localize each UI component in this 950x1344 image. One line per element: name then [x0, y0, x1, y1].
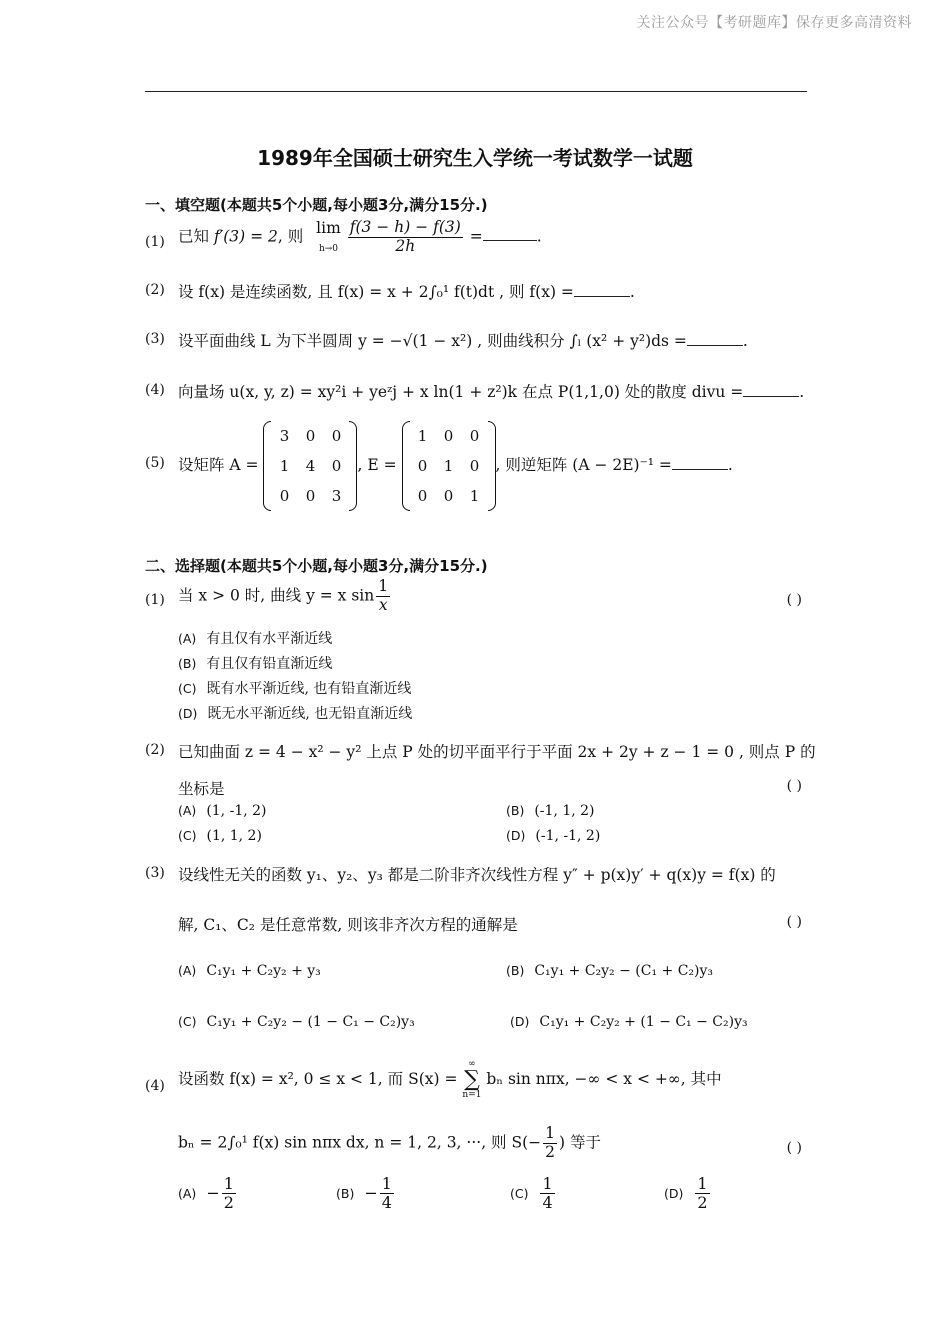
matrix-e-cell: 0 — [417, 487, 428, 505]
sum-operator — [462, 1060, 481, 1100]
frac-den: 4 — [381, 1193, 392, 1213]
answer-paren: ( ) — [786, 1140, 802, 1156]
frac-den: 4 — [542, 1193, 553, 1213]
q2-1-number: (1) — [145, 592, 165, 608]
matrix-a-cell: 3 — [331, 487, 342, 505]
frac-den: 2 — [223, 1193, 234, 1213]
watermark: 关注公众号【考研题库】保存更多高清资料 — [636, 15, 912, 31]
answer-blank — [687, 344, 743, 346]
q2-2-number: (2) — [145, 742, 165, 758]
q1-4-text — [178, 380, 804, 402]
q1-5-post: , 则逆矩阵 (A − 2E)⁻¹ = — [495, 456, 672, 474]
option-d — [510, 1014, 748, 1030]
q2-4-line1 — [178, 1060, 722, 1100]
frac-num: 1 — [545, 1124, 555, 1142]
q1-2-body: 设 f(x) 是连续函数, 且 f(x) = x + 2∫₀¹ f(t)dt , 则 f(x) = — [178, 283, 574, 301]
answer-paren: ( ) — [786, 914, 802, 930]
matrix-e — [402, 421, 496, 511]
sum-symbol: ∑ — [464, 1067, 480, 1092]
half-fraction — [543, 1125, 557, 1162]
q1-5-pre: 设矩阵 A = — [178, 456, 259, 474]
q1-1-eq: = — [469, 227, 483, 246]
q2-4-line1b: bₙ sin nπx, −∞ < x < +∞, 其中 — [486, 1070, 722, 1088]
option-a — [178, 803, 267, 819]
option-b — [506, 803, 595, 819]
option-label: (A) — [178, 963, 197, 978]
sum-bottom: n=1 — [462, 1090, 482, 1100]
q2-4-line2-body: bₙ = 2∫₀¹ f(x) sin nπx dx, n = 1, 2, 3, ···, 则 S(− — [178, 1133, 542, 1152]
option-sign: − — [206, 1183, 220, 1203]
option-label: (B) — [178, 656, 197, 671]
option-sign: − — [364, 1183, 378, 1203]
option-c — [178, 1014, 415, 1030]
option-fraction — [380, 1175, 394, 1213]
q2-4-number: (4) — [145, 1078, 165, 1094]
option-fraction — [695, 1175, 709, 1213]
q1-5-text — [178, 421, 733, 511]
option-label: (D) — [664, 1186, 684, 1202]
q2-1-text — [178, 578, 392, 615]
option-text: 有且仅有水平渐近线 — [206, 631, 333, 647]
lim-word: lim — [316, 219, 341, 238]
option-a — [178, 1175, 238, 1213]
q1-5-number: (5) — [145, 455, 165, 471]
matrix-e-cell: 0 — [469, 457, 480, 475]
option-label: (C) — [178, 828, 197, 843]
option-text: C₁y₁ + C₂y₂ + y₃ — [206, 963, 321, 979]
answer-blank — [483, 239, 537, 241]
matrix-e-cell: 0 — [469, 427, 480, 445]
option-b — [336, 1175, 396, 1213]
option-b — [178, 653, 332, 673]
matrix-e-cell: 1 — [443, 457, 454, 475]
option-d — [664, 1175, 712, 1213]
section-1-heading: 一、填空题(本题共5个小题,每小题3分,满分15分.) — [145, 196, 488, 214]
matrix-a-cell: 0 — [331, 457, 342, 475]
frac-num: 1 — [378, 577, 389, 595]
matrix-a-cell: 4 — [305, 457, 316, 475]
q1-2-text — [178, 280, 635, 302]
option-label: (B) — [506, 803, 525, 818]
q2-1-body: 当 x > 0 时, 曲线 y = x sin — [178, 586, 375, 605]
answer-paren: ( ) — [786, 778, 802, 794]
option-label: (C) — [178, 1014, 197, 1029]
matrix-a-cell: 0 — [331, 427, 342, 445]
option-a — [178, 628, 332, 648]
q2-2-line2: 坐标是 — [178, 780, 225, 798]
q2-4-line2 — [178, 1125, 601, 1162]
header-rule — [145, 91, 807, 92]
option-text: (1, -1, 2) — [206, 803, 267, 819]
matrix-a-cell: 0 — [305, 427, 316, 445]
option-text: C₁y₁ + C₂y₂ + (1 − C₁ − C₂)y₃ — [539, 1014, 748, 1030]
option-text: 既有水平渐近线, 也有铅直渐近线 — [206, 681, 412, 697]
frac-den: 2h — [395, 236, 416, 255]
q2-1-fraction — [376, 578, 390, 615]
option-label: (B) — [336, 1186, 355, 1202]
option-label: (D) — [506, 828, 526, 843]
q2-3-line2: 解, C₁、C₂ 是任意常数, 则该非齐次方程的通解是 — [178, 916, 518, 934]
matrix-e-cell: 0 — [443, 427, 454, 445]
frac-den: x — [378, 595, 388, 614]
q1-1-pre: 已知 — [178, 227, 210, 246]
matrix-e-cell: 0 — [443, 487, 454, 505]
option-text: C₁y₁ + C₂y₂ − (1 − C₁ − C₂)y₃ — [206, 1014, 415, 1030]
option-b — [506, 963, 713, 979]
q1-2-end: . — [629, 283, 635, 301]
q2-2-line1: 已知曲面 z = 4 − x² − y² 上点 P 处的切平面平行于平面 2x + 2y + z − 1 = 0 , 则点 P 的 — [178, 743, 816, 761]
frac-num: 1 — [542, 1174, 553, 1193]
option-d — [178, 703, 412, 723]
q1-2-number: (2) — [145, 282, 165, 298]
option-text: C₁y₁ + C₂y₂ − (C₁ + C₂)y₃ — [534, 963, 714, 979]
answer-blank — [574, 295, 630, 297]
frac-den: 2 — [697, 1193, 708, 1213]
option-a — [178, 963, 321, 979]
matrix-a-cell: 3 — [279, 427, 290, 445]
q2-4-line2-end: ) 等于 — [559, 1133, 601, 1152]
matrix-a — [263, 421, 357, 511]
q1-1-mid: , 则 — [277, 227, 304, 246]
frac-num: f(3 − h) − f(3) — [349, 218, 461, 236]
lim-sub: h→0 — [318, 244, 339, 255]
answer-paren: ( ) — [786, 592, 802, 608]
option-c — [178, 678, 411, 698]
q1-1-number: (1) — [145, 234, 165, 250]
option-label: (D) — [510, 1014, 530, 1029]
q1-3-body: 设平面曲线 L 为下半圆周 y = −√(1 − x²) , 则曲线积分 ∫ₗ (x² + y²)ds = — [178, 332, 687, 350]
frac-num: 1 — [697, 1174, 708, 1193]
page-title: 1989年全国硕士研究生入学统一考试数学一试题 — [257, 146, 693, 170]
q1-4-body: 向量场 u(x, y, z) = xy²i + yeᶻj + x ln(1 + z²)k 在点 P(1,1,0) 处的散度 divu = — [178, 383, 744, 401]
q1-1-limit — [316, 219, 341, 255]
q1-3-text — [178, 329, 748, 351]
answer-blank — [743, 395, 799, 397]
section-2-heading: 二、选择题(本题共5个小题,每小题3分,满分15分.) — [145, 557, 488, 575]
option-label: (D) — [178, 706, 198, 721]
q1-1-fraction — [348, 219, 463, 256]
q1-3-number: (3) — [145, 331, 165, 347]
option-label: (C) — [510, 1186, 529, 1202]
option-c — [178, 828, 262, 844]
q2-3-number: (3) — [145, 865, 165, 881]
option-label: (A) — [178, 1186, 197, 1202]
option-text: 有且仅有铅直渐近线 — [206, 656, 333, 672]
q1-4-number: (4) — [145, 382, 165, 398]
option-text: (-1, -1, 2) — [535, 828, 601, 844]
q1-1-cond: f′(3) = 2 — [213, 227, 278, 246]
q2-4-line1a: 设函数 f(x) = x², 0 ≤ x < 1, 而 S(x) = — [178, 1070, 458, 1088]
option-label: (B) — [506, 963, 525, 978]
q1-4-end: . — [799, 383, 805, 401]
answer-blank — [672, 468, 728, 470]
matrix-e-cell: 1 — [469, 487, 480, 505]
option-d — [506, 828, 600, 844]
option-text: (1, 1, 2) — [206, 828, 262, 844]
q1-3-end: . — [742, 332, 748, 350]
matrix-a-cell: 0 — [279, 487, 290, 505]
option-label: (A) — [178, 803, 197, 818]
option-c — [510, 1175, 557, 1213]
option-fraction — [222, 1175, 236, 1213]
matrix-e-cell: 0 — [417, 457, 428, 475]
matrix-a-cell: 0 — [305, 487, 316, 505]
matrix-a-cell: 1 — [279, 457, 290, 475]
option-text: (-1, 1, 2) — [534, 803, 595, 819]
option-label: (A) — [178, 631, 197, 646]
option-fraction — [540, 1175, 554, 1213]
matrix-e-cell: 1 — [417, 427, 428, 445]
sum-top: ∞ — [468, 1059, 476, 1069]
frac-den: 2 — [545, 1142, 555, 1161]
frac-num: 1 — [223, 1174, 234, 1193]
q1-1-end: . — [536, 227, 542, 246]
q1-1-text — [178, 219, 542, 256]
q2-3-line1: 设线性无关的函数 y₁、y₂、y₃ 都是二阶非齐次线性方程 y″ + p(x)y′ + q(x)y = f(x) 的 — [178, 866, 776, 884]
option-text: 既无水平渐近线, 也无铅直渐近线 — [207, 706, 413, 722]
q1-5-mid: , E = — [357, 456, 397, 474]
frac-num: 1 — [381, 1174, 392, 1193]
q1-5-end: . — [727, 456, 733, 474]
option-label: (C) — [178, 681, 197, 696]
